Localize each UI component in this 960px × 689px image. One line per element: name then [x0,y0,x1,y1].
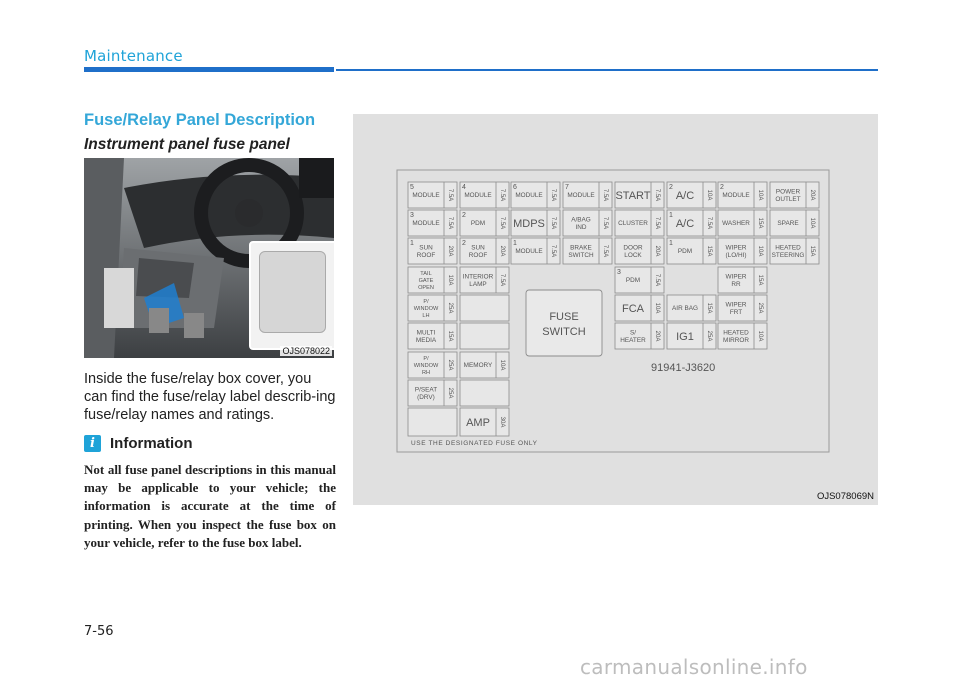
fuse-rating: 25A [446,359,453,371]
panel-caption: OJS078069N [816,491,874,502]
dashboard-photo [84,158,334,358]
fuse-label: (LO/HI) [725,252,747,260]
fuse-label: WINDOW [413,305,439,312]
fuse-rating: 7.5A [549,188,556,202]
fuse-label: INTERIOR [462,273,494,281]
fuse-rating: 7.5A [601,216,608,230]
fuse-index: 1 [669,212,673,219]
fuse-index: 2 [462,240,466,247]
fuse-panel-svg [353,114,878,505]
fuse-label: HEATER [620,337,646,345]
fuse-rating: 7.5A [498,216,505,230]
fuse-label: MEDIA [415,337,437,345]
fuse-label: HEATED [775,244,801,252]
fuse-label: MODULE [412,220,440,228]
fuse-index: 2 [720,184,724,191]
fuse-label: A/C [675,189,695,202]
fuse-label: LH [422,312,430,319]
photo-caption: OJS078022 [282,346,330,356]
page-subheading: Instrument panel fuse panel [84,136,290,153]
page-heading: Fuse/Relay Panel Description [84,111,316,129]
empty-fuse-slot [408,408,457,436]
fuse-label: STEERING [771,252,805,260]
fuse-label: LAMP [469,281,487,289]
fuse-cover-thumbnail [259,251,326,333]
fuse-label: RR [731,281,741,289]
fuse-rating: 15A [756,217,763,229]
fuse-rating: 10A [756,245,763,257]
fuse-index: 2 [669,184,673,191]
fuse-label: WASHER [722,220,750,228]
fuse-rating: 20A [653,330,660,342]
fuse-rating: 15A [705,302,712,314]
fuse-label: AIR BAG [672,305,698,313]
body-paragraph: Inside the fuse/relay box cover, you can find the fuse/relay label describ-ing fuse/relay names and ratings. [84,371,336,423]
fuse-index: 3 [410,212,414,219]
header-rule-thin [336,69,878,71]
info-text: Not all fuse panel descriptions in this manual may be applicable to your vehicle; the information is accurate at the time of printing. When you inspect the fuse box on your vehicle, refer to the fuse box label. [84,462,336,550]
fuse-label: GATE [418,277,434,284]
fuse-label: MIRROR [723,337,749,345]
fuse-rating: 20A [446,245,453,257]
fuse-label: MODULE [515,192,543,200]
fuse-rating: 10A [705,189,712,201]
fuse-label: (DRV) [417,394,435,402]
fuse-label: PDM [625,277,641,285]
fuse-label: MULTI [416,329,436,337]
fuse-label: WINDOW [413,362,439,369]
empty-fuse-slot [460,295,509,321]
empty-fuse-slot [460,323,509,349]
fuse-rating: 30A [498,416,505,428]
fuse-rating: 15A [705,245,712,257]
fuse-index: 1 [669,240,673,247]
fuse-rating: 7.5A [498,273,505,287]
fuse-label: OPEN [418,284,434,291]
fuse-label: ROOF [468,252,488,260]
fuse-label: MEMORY [463,362,493,370]
fuse-label: MODULE [464,192,492,200]
fuse-label: WIPER [725,273,747,281]
fuse-label: DOOR [623,244,643,252]
fuse-rating: 25A [756,302,763,314]
inset-cover [249,241,334,350]
fuse-label: SUN [471,244,485,252]
fuse-index: 2 [462,212,466,219]
fuse-label: IG1 [676,330,694,343]
fuse-label: MODULE [722,192,750,200]
fuse-rating: 7.5A [446,188,453,202]
fuse-label: MODULE [567,192,595,200]
fuse-rating: 20A [498,245,505,257]
section-title: Maintenance [84,47,183,65]
fuse-index: 4 [462,184,466,191]
fuse-switch-label: FUSE [549,311,579,323]
fuse-index: 1 [513,240,517,247]
fuse-rating: 7.5A [498,188,505,202]
fuse-label: BRAKE [570,244,592,252]
fuse-label: OUTLET [775,196,801,204]
fuse-label: LOCK [624,252,642,260]
fuse-label: FCA [622,302,644,315]
fuse-label: PDM [677,248,693,256]
fuse-rating: 10A [653,302,660,314]
fuse-switch-label: SWITCH [542,326,586,338]
fuse-rating: 15A [446,330,453,342]
fuse-rating: 7.5A [601,244,608,258]
fuse-rating: 20A [808,189,815,201]
watermark: carmanualsonline.info [580,655,808,679]
panel-footer-note: USE THE DESIGNATED FUSE ONLY [411,440,538,447]
header-rule-thick [84,67,334,72]
fuse-index: 7 [565,184,569,191]
empty-fuse-slot [460,380,509,406]
fuse-label: SUN [419,244,433,252]
fuse-label: P/ [423,355,429,362]
info-icon: i [84,435,101,452]
page-number: 7-56 [84,624,114,639]
fuse-rating: 7.5A [446,216,453,230]
fuse-index: 5 [410,184,414,191]
fuse-rating: 10A [446,274,453,286]
fuse-label: MODULE [412,192,440,200]
fuse-rating: 7.5A [653,216,660,230]
fuse-label: A/C [675,217,695,230]
fuse-rating: 7.5A [549,244,556,258]
fuse-rating: 10A [756,189,763,201]
fuse-label: FRT [729,309,743,317]
fuse-panel-diagram [353,114,878,505]
info-title: Information [110,435,193,452]
fuse-rating: 10A [756,330,763,342]
fuse-rating: 10A [498,359,505,371]
fuse-label: CLUSTER [618,220,648,228]
fuse-label: POWER [775,188,801,196]
fuse-label: RH [421,369,431,376]
part-number: 91941-J3620 [651,362,716,374]
fuse-rating: 7.5A [653,273,660,287]
fuse-label: S/ [629,329,637,337]
fuse-rating: 25A [705,330,712,342]
fuse-index: 6 [513,184,517,191]
fuse-label: ROOF [416,252,436,260]
fuse-index: 3 [617,269,621,276]
fuse-label: SWITCH [568,252,594,260]
fuse-rating: 7.5A [705,216,712,230]
fuse-rating: 7.5A [601,188,608,202]
fuse-label: HEATED [723,329,749,337]
fuse-rating: 15A [808,245,815,257]
fuse-label: IND [575,224,587,232]
fuse-rating: 7.5A [549,216,556,230]
fuse-label: A/BAG [571,216,591,224]
fuse-label: START [615,189,651,202]
fuse-label: MODULE [515,248,543,256]
fuse-label: P/ [423,298,429,305]
fuse-label: WIPER [725,244,747,252]
fuse-label: MDPS [513,217,545,230]
fuse-switch-box [526,290,602,356]
fuse-label: TAIL [420,270,432,277]
fuse-rating: 25A [446,302,453,314]
fuse-label: P/SEAT [414,386,438,394]
fuse-label: AMP [466,416,490,429]
fuse-rating: 15A [756,274,763,286]
fuse-rating: 7.5A [653,188,660,202]
fuse-rating: 10A [808,217,815,229]
fuse-label: WIPER [725,301,747,309]
fuse-index: 1 [410,240,414,247]
fuse-rating: 25A [446,387,453,399]
fuse-label: SPARE [777,220,799,228]
fuse-label: PDM [470,220,486,228]
fuse-rating: 20A [653,245,660,257]
